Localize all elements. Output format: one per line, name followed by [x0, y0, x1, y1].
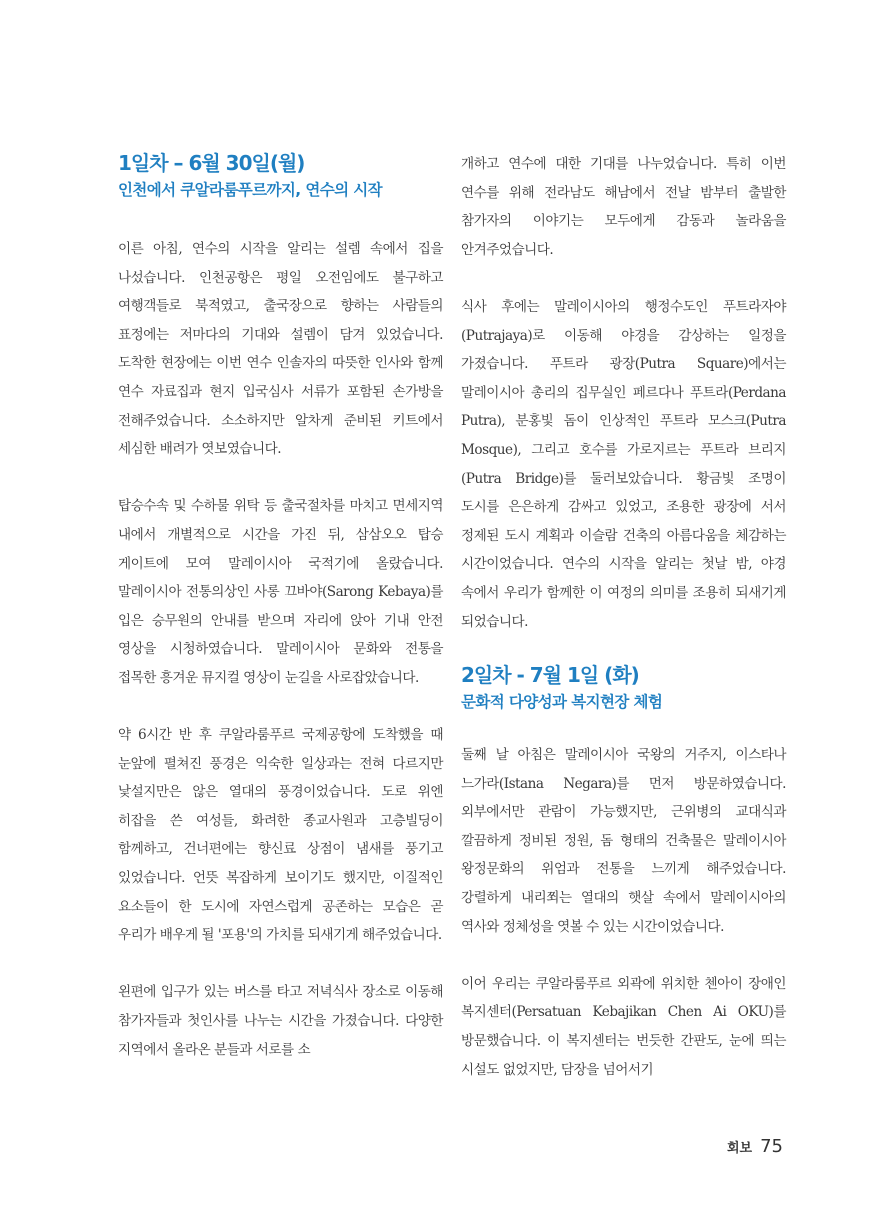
- paragraph: 탑승수속 및 수하물 위탁 등 출국절차를 마치고 면세지역 내에서 개별적으로 시간을 가진 뒤, 삼삼오오 탑승 게이트에 모여 말레이시아 국적기에 올랐습니다. 말레이시아 전통의상인 사롱 끄바야(Sarong Kebaya)를 입은 승무원의 안내를 받으며 자리에 앉아 기내 안전 영상을 시청하였습니다. 말레이시아 문화와 전통을 접목한 흥겨운 뮤지컬 영상이 눈길을 사로잡았습니다.: [118, 498, 443, 686]
- paragraph: 식사 후에는 말레이시아의 행정수도인 푸트라자야(Putrajaya)로 이동해 야경을 감상하는 일정을 가졌습니다. 푸트라 광장(Putra Square)에서는 말레이시아 총리의 집무실인 페르다나 푸트라(Perdana Putra), 분홍빛 돔이 인상적인 푸트라 모스크(Putra Mosque), 그리고 호수를 가로지르는 푸트라 브리지(Putra Bridge)를 둘러보았습니다. 황금빛 조명이 도시를 은은하게 감싸고 있었고, 조용한 광장에 서서 정제된 도시 계획과 이슬람 건축의 아름다움을 체감하는 시간이었습니다. 연수의 시작을 알리는 첫날 밤, 야경 속에서 우리가 함께한 이 여정의 의미를 조용히 되새기게 되었습니다.: [461, 298, 786, 630]
- paragraph: 이어 우리는 쿠알라룸푸르 외곽에 위치한 첸아이 장애인 복지센터(Persatuan Kebajikan Chen Ai OKU)를 방문했습니다. 이 복지센터는 번듯한 간판도, 눈에 띄는 시설도 없었지만, 담장을 넘어서기: [461, 975, 786, 1078]
- left-column: [118, 150, 443, 1064]
- right-column: [461, 150, 786, 1084]
- page-number: 75: [760, 1136, 783, 1157]
- day2-title: 2일차 - 7월 1일 (화): [461, 663, 639, 688]
- paragraph: 이른 아침, 연수의 시작을 알리는 설렘 속에서 집을 나섰습니다. 인천공항은 평일 오전임에도 불구하고 여행객들로 북적였고, 출국장으로 향하는 사람들의 표정에는 저마다의 기대와 설렘이 담겨 있었습니다. 도착한 현장에는 이번 연수 인솔자의 따뜻한 인사와 함께 연수 자료집과 현지 입국심사 서류가 포함된 손가방을 전해주었습니다. 소소하지만 알차게 준비된 키트에서 세심한 배려가 엿보였습니다.: [118, 241, 443, 458]
- page-footer: [727, 1136, 783, 1157]
- day2-subtitle: 문화적 다양성과 복지현장 체험: [461, 693, 663, 712]
- day1-subtitle: 인천에서 쿠알라룸푸르까지, 연수의 시작: [118, 181, 383, 199]
- day1-title: 1일차 – 6월 30일(월): [118, 151, 305, 175]
- paragraph: 개하고 연수에 대한 기대를 나누었습니다. 특히 이번 연수를 위해 전라남도 해남에서 전날 밤부터 출발한 참가자의 이야기는 모두에게 감동과 놀라움을 안겨주었습니다.: [461, 156, 786, 258]
- paragraph: 왼편에 입구가 있는 버스를 타고 저녁식사 장소로 이동해 참가자들과 첫인사를 나누는 시간을 가졌습니다. 다양한 지역에서 올라온 분들과 서로를 소: [118, 984, 443, 1058]
- paragraph: 둘째 날 아침은 말레이시아 국왕의 거주지, 이스타나 느가라(Istana Negara)를 먼저 방문하였습니다. 외부에서만 관람이 가능했지만, 근위병의 교대식과 깔끔하게 정비된 정원, 돔 형태의 건축물은 말레이시아 왕정문화의 위엄과 전통을 느끼게 해주었습니다. 강렬하게 내리쬐는 열대의 햇살 속에서 말레이시아의 역사와 정체성을 엿볼 수 있는 시간이었습니다.: [461, 747, 786, 935]
- footer-label: 회보: [726, 1141, 753, 1156]
- paragraph: 약 6시간 반 후 쿠알라룸푸르 국제공항에 도착했을 때 눈앞에 펼쳐진 풍경은 익숙한 일상과는 전혀 다르지만 낯설지만은 않은 열대의 풍경이었습니다. 도로 위엔 히잡을 쓴 여성들, 화려한 종교사원과 고층빌딩이 함께하고, 건너편에는 향신료 상점이 냄새를 풍기고 있었습니다. 언뜻 복잡하게 보이기도 했지만, 이질적인 요소들이 한 도시에 자연스럽게 공존하는 모습은 곧 우리가 배우게 될 '포용'의 가치를 되새기게 해주었습니다.: [118, 727, 444, 944]
